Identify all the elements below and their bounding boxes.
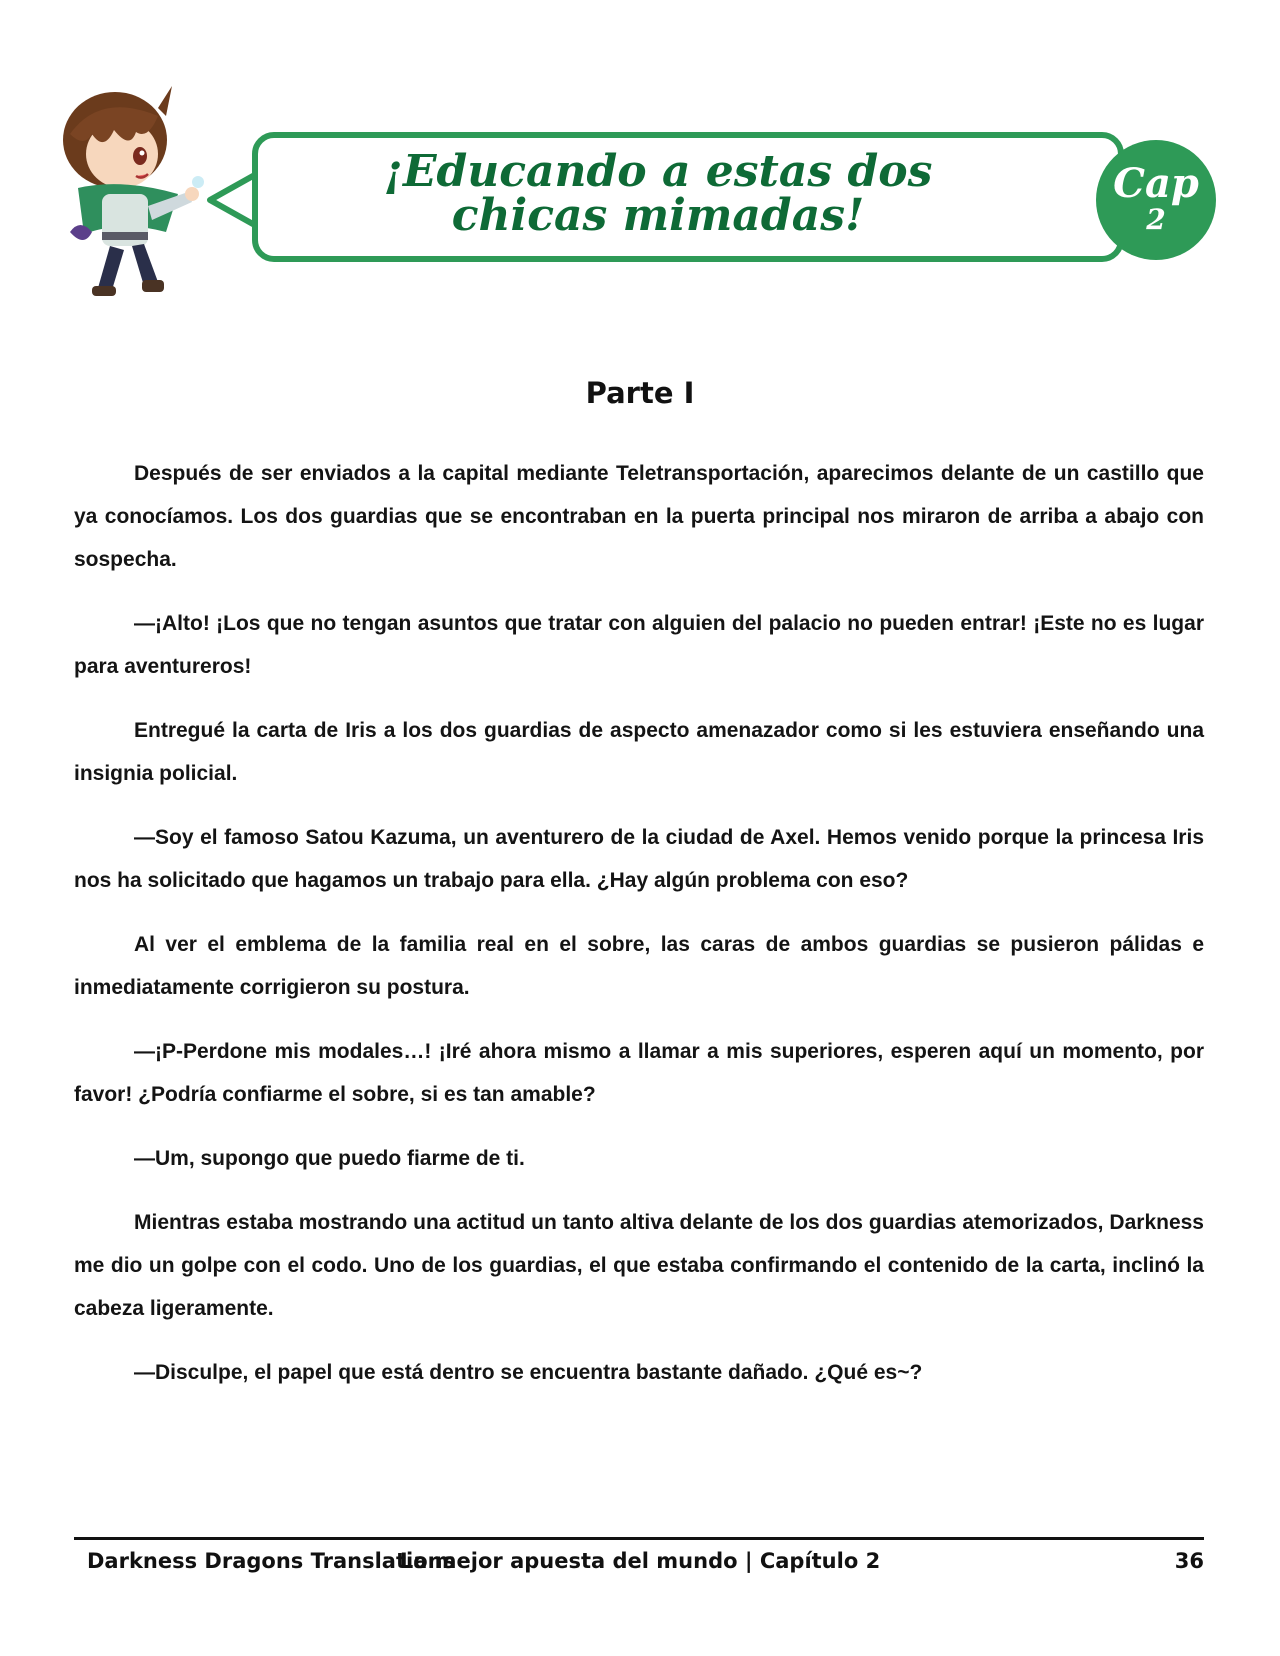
page-number: 36 [1174, 1549, 1204, 1573]
chapter-title-banner [252, 132, 1124, 262]
paragraph: Al ver el emblema de la familia real en el sobre, las caras de ambos guardias se pusieron pálidas e inmediatamente corrigieron su postura. [74, 933, 1204, 999]
chapter-badge [1096, 140, 1216, 260]
footer-book-title: La mejor apuesta del mundo | Capítulo 2 [399, 1549, 881, 1573]
paragraph: Mientras estaba mostrando una actitud un tanto altiva delante de los dos guardias atemorizados, Darkness me dio un golpe con el codo. Uno de los guardias, el que estaba confirmando el contenido de la carta, inclinó la cabeza ligeramente. [74, 1211, 1204, 1320]
section-title: Parte I [585, 376, 695, 410]
paragraph: —Um, supongo que puedo fiarme de ti. [134, 1147, 525, 1170]
paragraph: —Soy el famoso Satou Kazuma, un aventurero de la ciudad de Axel. Hemos venido porque la princesa Iris nos ha solicitado que hagamos un trabajo para ella. ¿Hay algún problema con eso? [74, 826, 1204, 892]
paragraph: Entregué la carta de Iris a los dos guardias de aspecto amenazador como si les estuviera enseñando una insignia policial. [74, 719, 1204, 785]
body-text [74, 452, 1204, 1415]
paragraph: —¡P-Perdone mis modales…! ¡Iré ahora mismo a llamar a mis superiores, esperen aquí un momento, por favor! ¿Podría confiarme el sobre, si es tan amable? [74, 1040, 1204, 1106]
paragraph: —Disculpe, el papel que está dentro se encuentra bastante dañado. ¿Qué es~? [134, 1361, 923, 1384]
chibi-character-icon [40, 82, 210, 312]
footer-translator: Darkness Dragons Translations [87, 1549, 456, 1573]
footer-divider [74, 1537, 1204, 1540]
chapter-title [258, 146, 1058, 241]
chapter-title-line-1: ¡Educando a estas dos [383, 146, 933, 197]
chapter-title-line-2: chicas mimadas! [451, 190, 865, 241]
paragraph: Después de ser enviados a la capital mediante Teletransportación, aparecimos delante de un castillo que ya conocíamos. Los dos guardias que se encontraban en la puerta principal nos miraron de arriba a abajo con sospecha. [74, 462, 1204, 571]
chapter-badge-number: 2 [1146, 203, 1166, 236]
paragraph: —¡Alto! ¡Los que no tengan asuntos que tratar con alguien del palacio no pueden entrar! ¡Este no es lugar para aventureros! [74, 612, 1204, 678]
chapter-badge-label: Cap [1113, 160, 1199, 207]
